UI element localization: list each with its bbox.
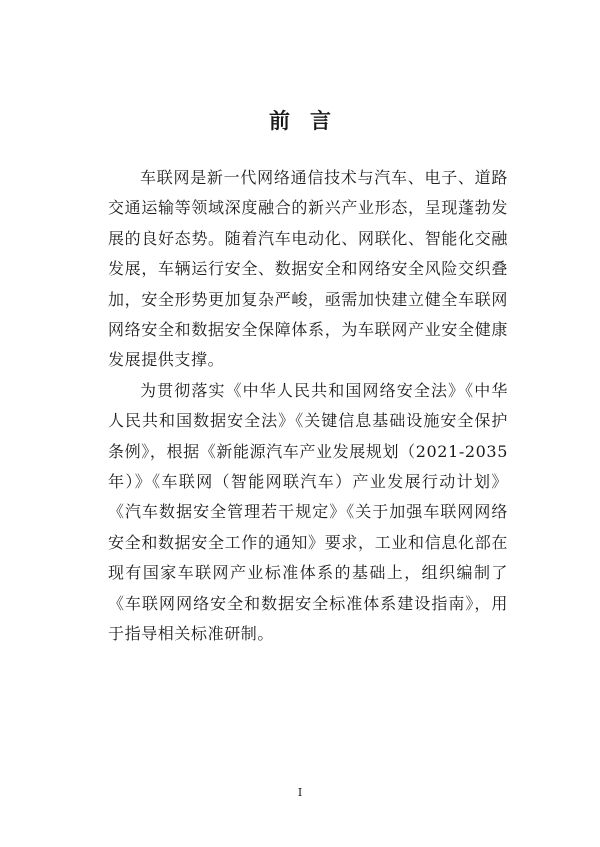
paragraph-intro: 车联网是新一代网络通信技术与汽车、电子、道路交通运输等领域深度融合的新兴产业形态，呈现蓬勃发展的良好态势。随着汽车电动化、网联化、智能化交融发展，车辆运行安全、数据安全和网络安全风险交织叠加，安全形势更加复杂严峻，亟需加快建立健全车联网网络安全和数据安全保障体系，为车联网产业安全健康发展提供支撑。 — [108, 168, 508, 370]
page-title: 前言 — [269, 108, 351, 133]
paragraph-basis: 为贯彻落实《中华人民共和国网络安全法》《中华人民共和国数据安全法》《关键信息基础设施安全保护条例》，根据《新能源汽车产业发展规划（2021-2035年）》《车联网（智能网联汽车）产业发展行动计划》《汽车数据安全管理若干规定》《关于加强车联网网络安全和数据安全工作的通知》要求，工业和信息化部在现有国家车联网产业标准体系的基础上，组织编制了《车联网网络安全和数据安全标准体系建设指南》，用于指导相关标准研制。 — [108, 380, 508, 644]
page-number: I — [297, 786, 303, 799]
document-body — [108, 163, 508, 650]
